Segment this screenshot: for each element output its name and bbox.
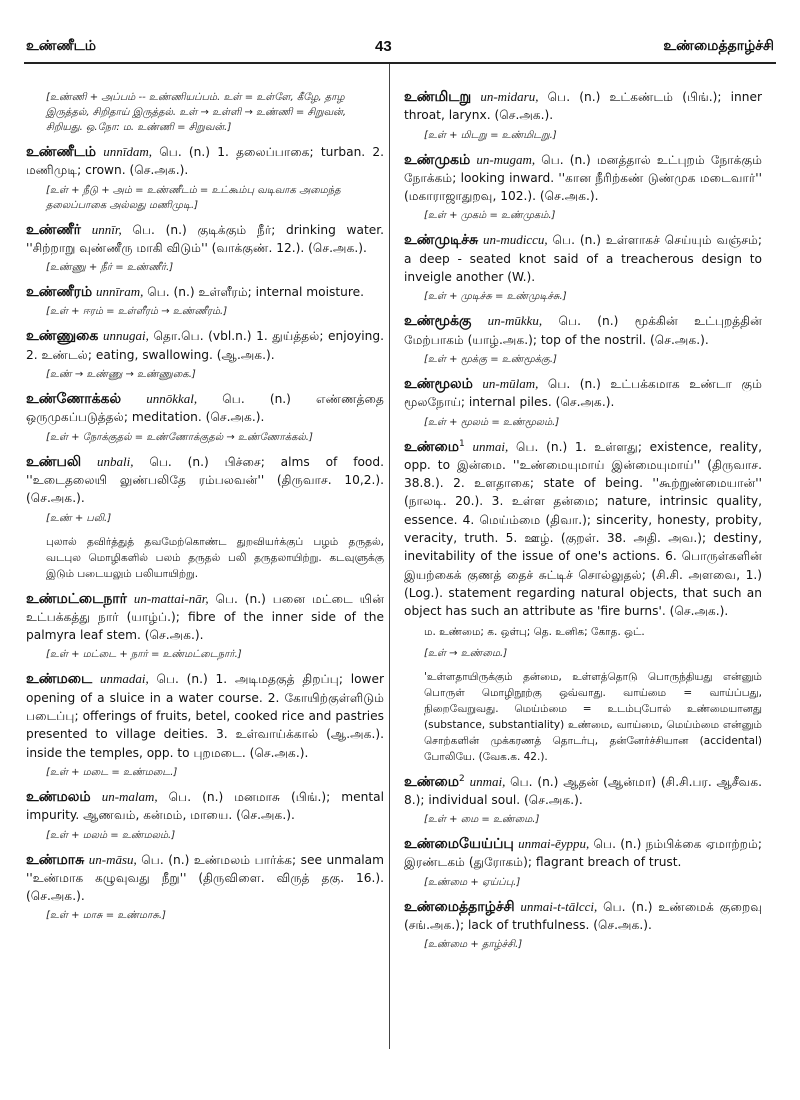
dictionary-entry: [404, 438, 762, 621]
entry-headword: உண்மலம்: [26, 788, 91, 805]
entry-definition: பெ. (n.) எண்ணத்தை ஒருமுகப்படுத்தல்; meditation. (செ.அக.).: [26, 392, 384, 425]
entry-transliteration: unnugai,: [102, 328, 149, 344]
entry-transliteration: un-mūlam,: [482, 375, 539, 391]
dictionary-entry: [404, 773, 762, 810]
entry-etymology: [உண்ணு + நீர் = உண்ணீர்.]: [46, 262, 174, 274]
dictionary-entry: [404, 835, 762, 872]
continued-etymology: [உண்ணி + அப்பம் -- உண்ணியப்பம். உள் = உள்ளே, கீழே, தாழ இருத்தல், சிறிதாய் இருத்தல். உள் → உள்ளி → உண்ணி = சிறுவன், சிறியது. ஒ.நோ: ம. உண்ணி = சிறுவன்.]: [46, 92, 347, 133]
entry-transliteration: unnīdam,: [103, 144, 153, 159]
entry-transliteration: unnōkkal,: [146, 391, 198, 407]
dictionary-entry: [404, 231, 762, 286]
entry-headword: உண்ணீரம்: [26, 284, 93, 301]
entry-etymology: [உள் → உண்மை.]: [424, 647, 508, 659]
entry-etymology: [உள் + நோக்குதல் = உண்ணோக்குதல் → உண்ணோக்கல்.]: [46, 431, 313, 443]
entry-etymology: [உண் + பலி.]: [46, 512, 112, 524]
entry-headword: உண்மை: [404, 773, 460, 790]
entry-headword: உண்மிடறு: [404, 89, 472, 105]
entry-transliteration: un-mattai-nār,: [133, 590, 209, 606]
entry-definition: தொ.பெ. (vbl.n.) 1. துய்த்தல்; enjoying. 2. உண்டல்; eating, swallowing. (ஆ.அக.).: [26, 329, 385, 362]
entry-headword: உண்பலி: [26, 453, 82, 470]
column-divider: [389, 64, 390, 1049]
entry-headword: உண்ணோக்கல்: [26, 391, 122, 408]
homonym-number: 1: [459, 438, 465, 449]
left-guide-word: உண்ணீடம்: [26, 38, 97, 54]
dictionary-entry: [404, 88, 762, 125]
entry-definition: பெ. (n.) உண்மலம் பார்க்க; see unmalam ''உண்மாக கழுவுவது நீறு'' (திருவிளை. விருத் தகு. 16.). (செ.அக.).: [26, 852, 385, 904]
dictionary-entry: [26, 143, 384, 180]
entry-definition: பெ. (n.) குடிக்கும் நீர்; drinking water. ''சிற்றாறு வுண்ணீரு மாகி விடும்'' (வாக்குண். 12.). (செ.அக.).: [26, 222, 385, 255]
entry-definition: பெ. (n.) 1. உள்ளது; existence, reality, opp. to இன்மை. ''உண்மையுமாய் இன்மையுமாய்'' (திருவாச. 38.8.). 2. உளதாகை; state of being. ''கூற்றுண்மையான்'' (நாலடி. 20.). 3. உள்ள தன்மை; nature, intrinsic quality, essence. 4. மெய்ம்மை (திவா.); sincerity, honesty, probity, veracity, truth. 5. ஊழ். (குறள். 38. அதி. அவ.); destiny, inevitability of the issue of one's actions. 6. பொருள்களின் இயற்கைக் குணத் தைச் சுட்டிச் சொல்லுதல்; (சி.சி. அளவை, 1.) (Log.). statement regarding natural objects, that such an object has such an attribute as 'fire burns'. (செ.அக.).: [404, 439, 763, 619]
entry-etymology: [உள் + முகம் = உண்முகம்.]: [424, 210, 556, 222]
entry-transliteration: unmai-t-tālcci,: [520, 898, 598, 914]
entry-transliteration: un-mugam,: [476, 151, 536, 167]
dictionary-entry: [26, 327, 384, 364]
entry-transliteration: un-midaru,: [480, 89, 539, 104]
entry-headword: உண்முடிச்சு: [404, 232, 479, 249]
entry-transliteration: un-mūkku,: [487, 313, 543, 329]
entry-transliteration: unmadai,: [99, 671, 149, 687]
entry-headword: உண்மூக்கு: [404, 313, 472, 330]
entry-transliteration: unmai,: [469, 773, 506, 789]
entry-definition: பெ. (n.) உள்ளீரம்; internal moisture.: [147, 285, 364, 300]
dictionary-entry: [404, 898, 762, 935]
entry-etymology: [உள் + மிடறு = உண்மிடறு.]: [424, 129, 557, 141]
entry-transliteration: unmai,: [472, 438, 509, 454]
right-column: [404, 88, 762, 960]
right-guide-word: உண்மைத்தாழ்ச்சி: [663, 38, 774, 54]
entry-headword: உண்மை: [404, 438, 460, 455]
entry-transliteration: un-māsu,: [88, 851, 137, 867]
entry-etymology: [உள் + முடிச்சு = உண்முடிச்சு.]: [424, 291, 567, 303]
entry-headword: உண்மைத்தாழ்ச்சி: [404, 898, 515, 915]
entry-etymology: [உண்மை + ஏய்ப்பு.]: [424, 876, 521, 888]
dictionary-entry: [404, 375, 762, 412]
entry-headword: உண்ணீடம்: [26, 144, 97, 160]
entry-etymology: [உண் → உண்ணு → உண்ணுகை.]: [46, 369, 196, 381]
entry-headword: உண்ணீர்: [26, 221, 81, 238]
entry-etymology: [உள் + மை = உண்மை.]: [424, 814, 540, 826]
entry-etymology: [உள் + மடை = உண்மடை.]: [46, 766, 178, 778]
entry-definition: பெ. (n.) மனமாசு (பிங்.); mental impurity. ஆணவம், கன்மம், மாயை. (செ.அக.).: [26, 789, 385, 823]
entry-definition: பெ. (n.) மனத்தால் உட்புறம் நோக்கும் நோக்கம்; looking inward. ''கான நீரிற்கண் டுண்முக மடைவார்'' (மகாராஜாதுறவு, 102.). (செ.அக.).: [404, 152, 763, 204]
entry-headword: உண்மட்டைநார்: [26, 590, 127, 607]
entry-etymology: [உள் + மூக்கு = உண்மூக்கு.]: [424, 353, 557, 365]
entry-headword: உண்ணுகை: [26, 328, 99, 345]
entry-headword: உண்மடை: [26, 671, 93, 688]
dictionary-entry: [26, 590, 384, 645]
entry-headword: உண்மூலம்: [404, 375, 473, 392]
dictionary-entry: [26, 851, 384, 906]
header-rule: [24, 62, 776, 64]
entry-etymology: [உண்மை + தாழ்ச்சி.]: [424, 939, 523, 951]
entry-transliteration: unnīram,: [96, 284, 144, 300]
entry-headword: உண்முகம்: [404, 151, 471, 168]
homonym-number: 2: [459, 773, 465, 784]
entry-definition: பெ. (n.) பனை மட்டை யின் உட்பக்கத்து நார் (யாழ்ப்.); fibre of the inner side of the palmyra leaf stem. (செ.அக.).: [26, 591, 385, 643]
entry-etymology: [உள் + ஈரம் = உள்ளீரம் → உண்ணீரம்.]: [46, 306, 228, 318]
entry-etymology: [உள் + மலம் = உண்மலம்.]: [46, 829, 176, 841]
entry-definition: பெ. (n.) நம்பிக்கை ஏமாற்றம்; இரண்டகம் (துரோகம்); flagrant breach of trust.: [404, 837, 762, 870]
page-header: [0, 0, 800, 62]
page-number: 43: [375, 38, 392, 55]
dictionary-entry: [26, 221, 384, 258]
dictionary-entry: [26, 453, 384, 508]
entry-definition: பெ. (n.) 1. அடிமதகுத் திறப்பு; lower opening of a sluice in a water course. 2. கோயிற்குள்ளிடும் படைப்பு; offerings of fruits, betel, cooked rice and pastries presented to village deities. 3. உள்வாய்க்கால் (ஆ.அக.). inside the temples, opp. to புறமடை. (செ.அக.).: [26, 672, 385, 760]
entry-definition: பெ. (n.) பிச்சை; alms of food. ''உடைதலையி லுண்பலிதே ரம்பலவன்'' (திருவாச. 10,2.). (செ.அக.).: [26, 454, 385, 506]
entry-cognates: ம. உண்மை; க. ஒள்பு; தெ. உனிக; கோத. ஒட்.: [424, 625, 645, 638]
entry-transliteration: un-mudiccu,: [483, 232, 548, 248]
dictionary-entry: [404, 312, 762, 349]
entry-transliteration: unnīr,: [91, 221, 122, 237]
entry-definition: பெ. (n.) உட்பக்கமாக உண்டா கும் மூலநோய்; internal piles. (செ.அக.).: [404, 376, 762, 410]
entry-note: புலால் தவிர்த்துத் தவமேற்கொண்ட துறவியர்க்குப் பழம் தருதல், வடபுல மொழிகளில் பலம் தருதல் பலி தருதலாயிற்று. கடவுளுக்கு இடும் படையலும் பலியாயிற்று.: [46, 535, 384, 580]
entry-definition: பெ. (n.) 1. தலைப்பாகை; turban. 2. மணிமுடி; crown. (செ.அக.).: [26, 145, 385, 178]
entry-definition: பெ. (n.) உண்மைக் குறைவு (சங்.அக.); lack of truthfulness. (செ.அக.).: [404, 899, 763, 933]
entry-definition: பெ. (n.) ஆதன் (ஆன்மா) (சி.சி.பர. ஆசீவக. 8.); individual soul. (செ.அக.).: [404, 774, 763, 807]
entry-transliteration: unmai-ēyppu,: [518, 836, 590, 852]
left-column: [26, 88, 384, 931]
entry-definition: பெ. (n.) உட்கண்டம் (பிங்.); inner throat, larynx. (செ.அக.).: [404, 90, 763, 123]
dictionary-entry: [26, 788, 384, 825]
entry-etymology: [உள் + மூலம் = உண்மூலம்.]: [424, 416, 560, 428]
entry-note: 'உள்ளதாயிருக்கும் தன்மை, உள்ளத்தொடு பொருந்தியது என்னும் பொருள் மொழிநூற்கு ஒவ்வாது. வாய்மை = வாய்ப்பது, நிறைவேறுவது. மெய்ம்மை = உடம்புபோல் உண்மையானது (substance, substantiality) உண்மை, வாய்மை, மெய்ம்மை என்னும் சொற்களின் முக்கரணத் தொடர்பு, தன்னேர்ச்சியான (accidental) போலியே. (வேக.க. 42.).: [424, 670, 762, 763]
dictionary-entry: [26, 390, 384, 427]
entry-etymology: [உள் + நீடு + அம் = உண்ணீடம் = உட்கூம்பு வடிவாக அமைந்த தலைப்பாகை அல்லது மணிமுடி.]: [46, 184, 341, 211]
entry-headword: உண்மாசு: [26, 851, 85, 868]
dictionary-entry: [404, 151, 762, 206]
entry-definition: பெ. (n.) உள்ளாகச் செய்யும் வஞ்சம்; a deep - seated knot said of a treacherous design to inveigle another (W.).: [404, 233, 763, 285]
entry-etymology: [உள் + மட்டை + நார் = உண்மட்டைநார்.]: [46, 649, 242, 661]
entry-transliteration: unbali,: [97, 453, 134, 469]
entry-definition: பெ. (n.) மூக்கின் உட்புறத்தின் மேற்பாகம் (யாழ்.அக.); top of the nostril. (செ.அக.).: [404, 314, 762, 347]
dictionary-entry: [26, 670, 384, 761]
dictionary-entry: [26, 283, 384, 301]
entry-etymology: [உள் + மாசு = உண்மாசு.]: [46, 910, 166, 922]
entry-headword: உண்மையேய்ப்பு: [404, 836, 514, 853]
entry-transliteration: un-malam,: [101, 788, 158, 804]
